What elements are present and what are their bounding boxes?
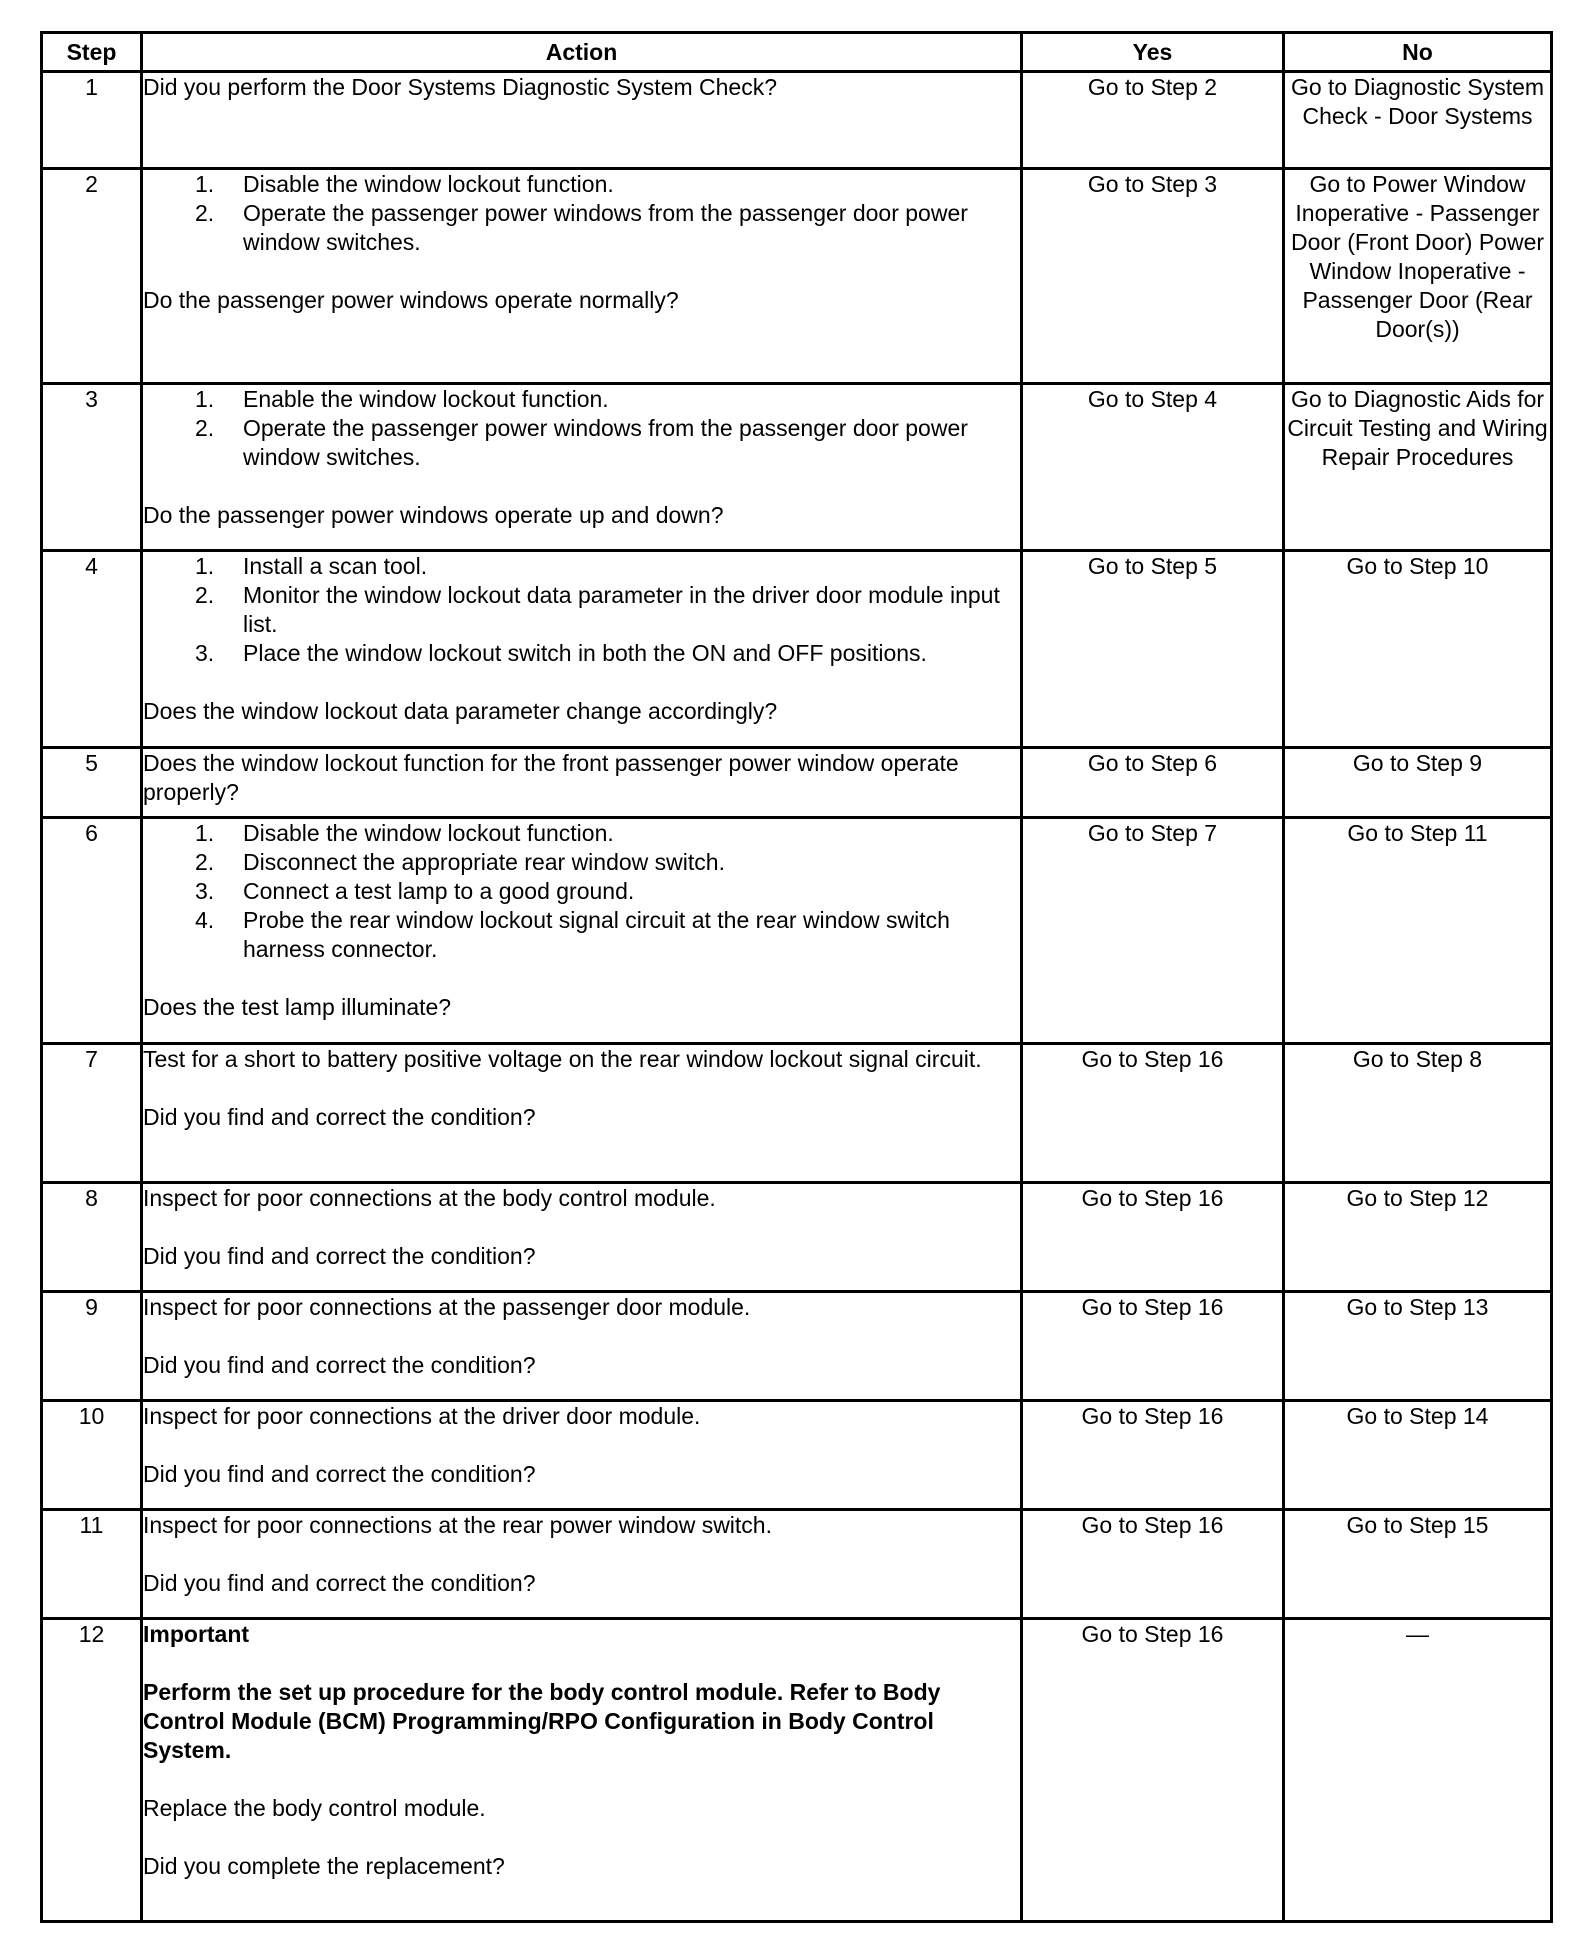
item-text: Enable the window lockout function.	[243, 386, 609, 412]
action-cell	[142, 1401, 1022, 1510]
action-cell	[142, 818, 1022, 1044]
action-cell	[142, 384, 1022, 551]
question-text: Did you find and correct the condition?	[143, 1352, 536, 1378]
diagnostic-table	[40, 31, 1553, 1923]
item-text: Disable the window lockout function.	[243, 171, 614, 197]
no-cell: Go to Step 11	[1284, 818, 1552, 1044]
no-cell: Go to Step 8	[1284, 1044, 1552, 1183]
list-item: 1. Disable the window lockout function.	[195, 820, 614, 846]
yes-cell: Go to Step 16	[1022, 1044, 1284, 1183]
action-cell	[142, 551, 1022, 748]
header-step: Step	[42, 33, 142, 72]
question-text: Did you perform the Door Systems Diagnostic System Check?	[143, 74, 778, 100]
table-row	[42, 551, 1552, 748]
yes-cell: Go to Step 5	[1022, 551, 1284, 748]
header-action: Action	[142, 33, 1022, 72]
important-label: Important	[143, 1621, 250, 1647]
instruction-text: Inspect for poor connections at the driver door module.	[143, 1403, 701, 1429]
instruction-text: Test for a short to battery positive voltage on the rear window lockout signal circuit.	[143, 1046, 982, 1072]
yes-cell: Go to Step 16	[1022, 1510, 1284, 1619]
list-item: 3. Connect a test lamp to a good ground.	[195, 878, 635, 904]
action-cell	[142, 1292, 1022, 1401]
table-row	[42, 169, 1552, 384]
step-number: 3	[42, 384, 142, 551]
step-list	[143, 819, 1020, 964]
header-no: No	[1284, 33, 1552, 72]
yes-cell: Go to Step 3	[1022, 169, 1284, 384]
question-text: Do the passenger power windows operate up and down?	[143, 502, 724, 528]
step-number: 4	[42, 551, 142, 748]
list-item: 1. Disable the window lockout function.	[195, 171, 614, 197]
step-list	[143, 170, 1020, 257]
no-cell: Go to Diagnostic Aids for Circuit Testing and Wiring Repair Procedures	[1284, 384, 1552, 551]
step-number: 11	[42, 1510, 142, 1619]
question-text: Does the test lamp illuminate?	[143, 994, 452, 1020]
yes-cell: Go to Step 16	[1022, 1401, 1284, 1510]
step-number: 2	[42, 169, 142, 384]
action-cell	[142, 1183, 1022, 1292]
yes-cell: Go to Step 7	[1022, 818, 1284, 1044]
no-cell: Go to Step 13	[1284, 1292, 1552, 1401]
yes-cell: Go to Step 4	[1022, 384, 1284, 551]
action-cell	[142, 169, 1022, 384]
item-text: Operate the passenger power windows from the passenger door power window switches.	[243, 415, 968, 470]
action-cell	[142, 72, 1022, 169]
yes-cell: Go to Step 6	[1022, 748, 1284, 818]
no-cell: Go to Step 10	[1284, 551, 1552, 748]
step-number: 10	[42, 1401, 142, 1510]
question-text: Does the window lockout function for the front passenger power window operate properly?	[143, 750, 959, 805]
item-text: Install a scan tool.	[243, 553, 428, 579]
step-number: 6	[42, 818, 142, 1044]
step-list	[143, 385, 1020, 472]
action-cell	[142, 748, 1022, 818]
item-text: Monitor the window lockout data parameter in the driver door module input list.	[243, 582, 1000, 637]
table-row	[42, 1292, 1552, 1401]
no-cell: —	[1284, 1619, 1552, 1922]
yes-cell: Go to Step 16	[1022, 1292, 1284, 1401]
action-cell	[142, 1619, 1022, 1922]
yes-cell: Go to Step 16	[1022, 1183, 1284, 1292]
list-item: 2. Disconnect the appropriate rear window switch.	[195, 849, 725, 875]
no-cell: Go to Step 15	[1284, 1510, 1552, 1619]
table-row	[42, 1183, 1552, 1292]
list-item: 2. Operate the passenger power windows from the passenger door power window switches.	[195, 200, 968, 255]
no-cell: Go to Diagnostic System Check - Door Systems	[1284, 72, 1552, 169]
yes-cell: Go to Step 2	[1022, 72, 1284, 169]
list-item: 1. Install a scan tool.	[195, 553, 428, 579]
step-list	[143, 552, 1020, 668]
item-text: Connect a test lamp to a good ground.	[243, 878, 635, 904]
no-cell: Go to Step 12	[1284, 1183, 1552, 1292]
item-text: Probe the rear window lockout signal circuit at the rear window switch harness connector.	[243, 907, 950, 962]
list-item: 4. Probe the rear window lockout signal circuit at the rear window switch harness connector.	[195, 907, 950, 962]
item-text: Operate the passenger power windows from the passenger door power window switches.	[243, 200, 968, 255]
question-text: Do the passenger power windows operate normally?	[143, 287, 679, 313]
step-number: 12	[42, 1619, 142, 1922]
header-yes: Yes	[1022, 33, 1284, 72]
table-row	[42, 1619, 1552, 1922]
question-text: Did you complete the replacement?	[143, 1853, 505, 1879]
no-cell: Go to Step 14	[1284, 1401, 1552, 1510]
step-number: 7	[42, 1044, 142, 1183]
question-text: Does the window lockout data parameter change accordingly?	[143, 698, 778, 724]
table-row	[42, 748, 1552, 818]
list-item: 2. Operate the passenger power windows from the passenger door power window switches.	[195, 415, 968, 470]
instruction-text: Inspect for poor connections at the passenger door module.	[143, 1294, 751, 1320]
table-row	[42, 818, 1552, 1044]
step-number: 9	[42, 1292, 142, 1401]
list-item: 3. Place the window lockout switch in both the ON and OFF positions.	[195, 640, 927, 666]
step-number: 5	[42, 748, 142, 818]
table-row	[42, 384, 1552, 551]
question-text: Did you find and correct the condition?	[143, 1104, 536, 1130]
question-text: Did you find and correct the condition?	[143, 1570, 536, 1596]
action-cell	[142, 1510, 1022, 1619]
table-row	[42, 1401, 1552, 1510]
no-cell: Go to Power Window Inoperative - Passenger Door (Front Door) Power Window Inoperative - Passenger Door (Rear Door(s))	[1284, 169, 1552, 384]
list-item: 1. Enable the window lockout function.	[195, 386, 609, 412]
question-text: Did you find and correct the condition?	[143, 1243, 536, 1269]
step-number: 8	[42, 1183, 142, 1292]
yes-cell: Go to Step 16	[1022, 1619, 1284, 1922]
instruction-text: Replace the body control module.	[143, 1795, 486, 1821]
table-row	[42, 1044, 1552, 1183]
important-text: Perform the set up procedure for the body control module. Refer to Body Control Module (BCM) Programming/RPO Configuration in Body Control System.	[143, 1679, 941, 1763]
item-text: Disable the window lockout function.	[243, 820, 614, 846]
table-row	[42, 1510, 1552, 1619]
header-row	[42, 33, 1552, 72]
action-cell	[142, 1044, 1022, 1183]
step-number: 1	[42, 72, 142, 169]
list-item: 2. Monitor the window lockout data parameter in the driver door module input list.	[195, 582, 1000, 637]
instruction-text: Inspect for poor connections at the rear power window switch.	[143, 1512, 772, 1538]
table-row	[42, 72, 1552, 169]
question-text: Did you find and correct the condition?	[143, 1461, 536, 1487]
item-text: Disconnect the appropriate rear window switch.	[243, 849, 725, 875]
item-text: Place the window lockout switch in both the ON and OFF positions.	[243, 640, 927, 666]
no-cell: Go to Step 9	[1284, 748, 1552, 818]
instruction-text: Inspect for poor connections at the body control module.	[143, 1185, 716, 1211]
